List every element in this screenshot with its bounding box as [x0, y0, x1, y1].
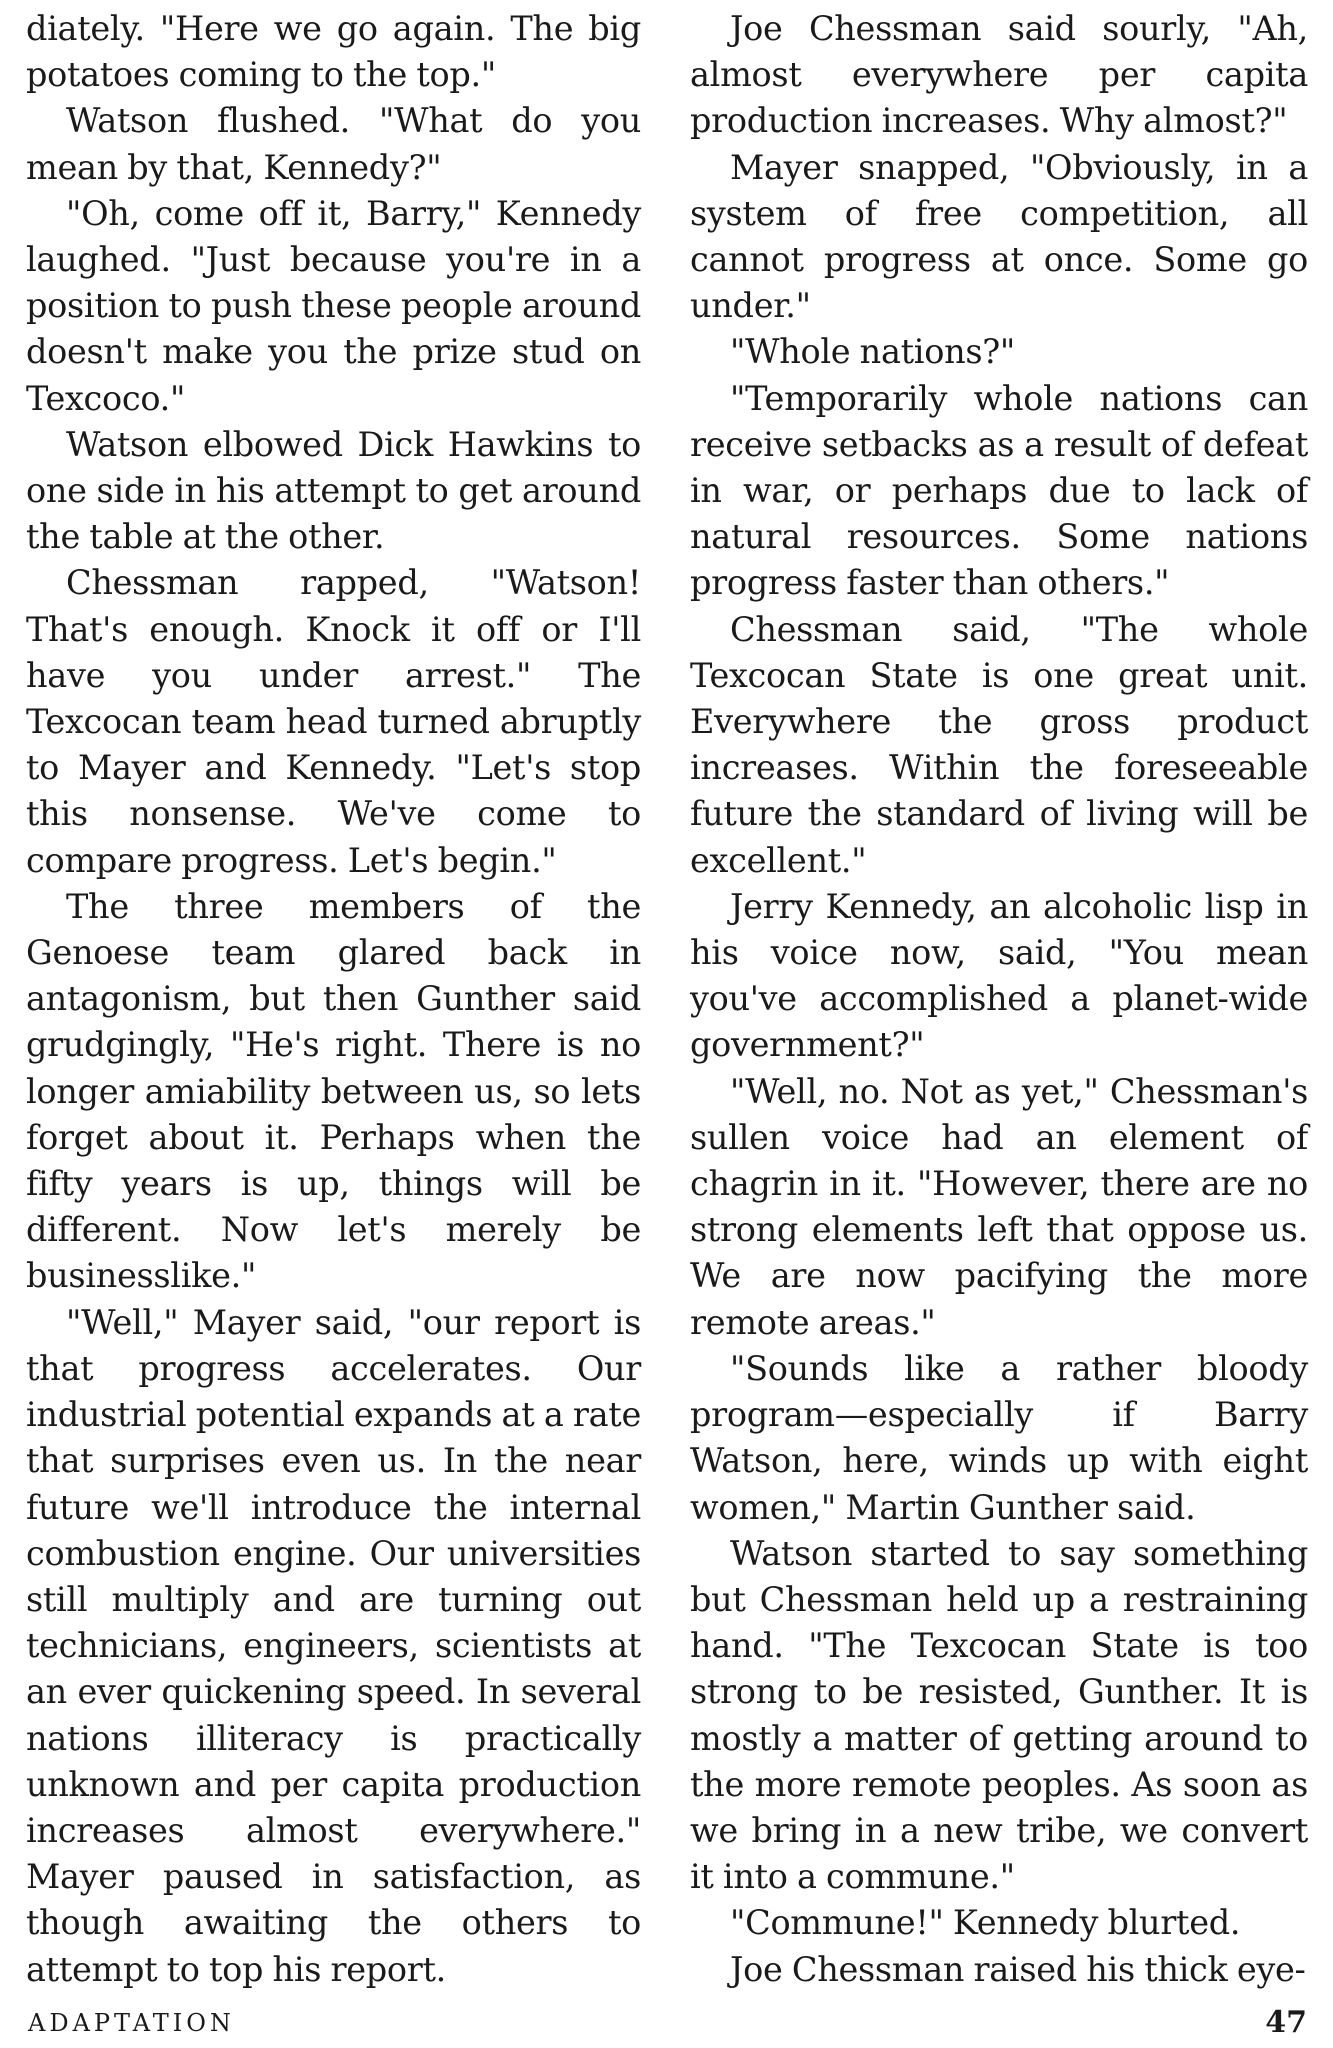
paragraph: "Temporarily whole nations can receive setbacks as a result of defeat in war, or perhaps due to lack of natural resources. Some nations progress faster than others.": [690, 378, 1308, 603]
paragraph: The three members of the Genoese team glared back in antagonism, but then Gunther said grudgingly, "He's right. There is no longer amiability between us, so lets forget about it. Perhaps when the fifty years is up, things will be different. Now let's merely be businesslike.": [26, 886, 641, 1296]
paragraph: "Sounds like a rather bloody program—especially if Barry Watson, here, winds up with eight women," Martin Gunther said.: [690, 1348, 1308, 1527]
paragraph: "Whole nations?": [730, 332, 1016, 372]
paragraph: Jerry Kennedy, an alcoholic lisp in his voice now, said, "You mean you've accomplished a planet-wide government?": [690, 886, 1308, 1065]
paragraph: diately. "Here we go again. The big potatoes coming to the top.": [26, 9, 641, 95]
page-footer: [0, 2005, 1333, 2045]
paragraph: "Commune!" Kennedy blurted.: [730, 1903, 1241, 1943]
paragraph: Mayer snapped, "Obviously, in a system of free competition, all cannot progress at once. Some go under.": [690, 147, 1308, 326]
paragraph: Joe Chessman raised his thick eye-: [730, 1949, 1306, 1989]
paragraph: Watson elbowed Dick Hawkins to one side in his attempt to get around the table at the other.: [26, 424, 641, 557]
paragraph: Watson flushed. "What do you mean by that, Kennedy?": [26, 101, 641, 187]
running-title: ADAPTATION: [28, 2009, 235, 2037]
paragraph: Chessman rapped, "Watson! That's enough. Knock it off or I'll have you under arrest." The Texcocan team head turned abruptly to Mayer and Kennedy. "Let's stop this nonsense. We've come to compare progress. Let's begin.": [26, 563, 641, 880]
right-text-column: [690, 6, 1308, 1993]
paragraph: "Well, no. Not as yet," Chessman's sullen voice had an element of chagrin in it. "However, there are no strong elements left that oppose us. We are now pacifying the more remote areas.": [690, 1071, 1308, 1342]
paragraph: "Well," Mayer said, "our report is that progress accelerates. Our industrial potential expands at a rate that surprises even us. In the near future we'll introduce the internal combustion engine. Our universities still multiply and are turning out technicians, engineers, scientists at an ever quickening speed. In several nations illiteracy is practically unknown and per capita production increases almost everywhere." Mayer paused in satisfaction, as though awaiting the others to attempt to top his report.: [26, 1302, 641, 1989]
paragraph: Watson started to say something but Chessman held up a restraining hand. "The Texcocan State is too strong to be resisted, Gunther. It is mostly a matter of getting around to the more remote peoples. As soon as we bring in a new tribe, we convert it into a commune.": [690, 1533, 1308, 1897]
paragraph: "Oh, come off it, Barry," Kennedy laughed. "Just because you're in a position to push these people around doesn't make you the prize stud on Texcoco.": [26, 193, 641, 418]
paragraph: Chessman said, "The whole Texcocan State is one great unit. Everywhere the gross product increases. Within the foreseeable future the standard of living will be excellent.": [690, 609, 1308, 880]
page-number: 47: [1265, 2005, 1307, 2040]
paragraph: Joe Chessman said sourly, "Ah, almost everywhere per capita production increases. Why almost?": [690, 9, 1308, 141]
left-text-column: [26, 6, 641, 1993]
